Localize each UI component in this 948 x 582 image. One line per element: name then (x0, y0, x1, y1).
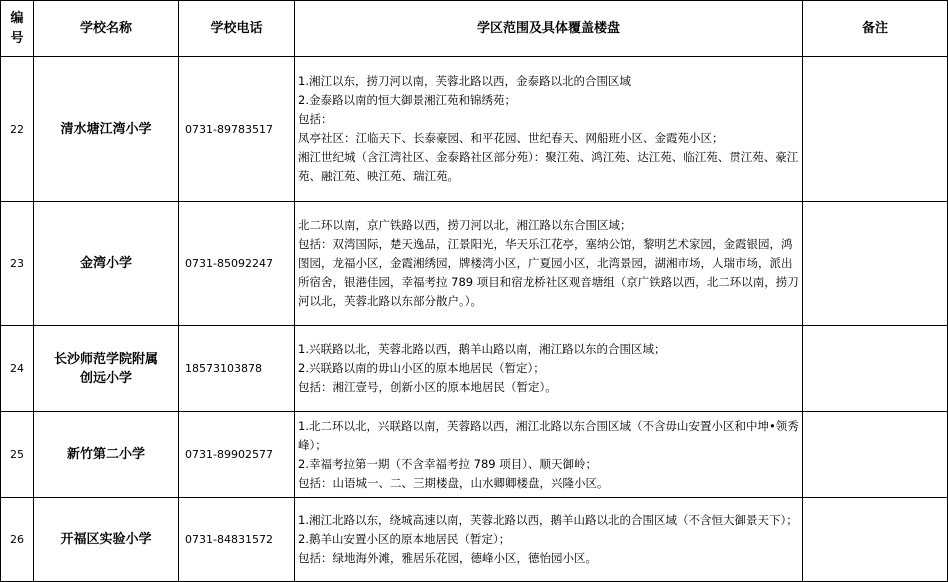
table-row (1, 326, 948, 412)
school-name: 长沙师范学院附属创远小学 (34, 326, 179, 412)
district-scope (295, 57, 803, 202)
school-phone: 0731-89783517 (179, 57, 295, 202)
school-phone: 0731-89902577 (179, 412, 295, 498)
school-name: 新竹第二小学 (34, 412, 179, 498)
table-row (1, 412, 948, 498)
scope-line: 1.湘江北路以东，绕城高速以南，芙蓉北路以西，鹅羊山路以北的合围区域（不含恒大御景天下）； (298, 513, 798, 527)
remark-cell (803, 498, 948, 582)
scope-line: 包括：山语城一、二、三期楼盘，山水卿卿楼盘，兴隆小区。 (298, 475, 609, 490)
school-phone: 0731-84831572 (179, 498, 295, 582)
row-number: 22 (1, 57, 34, 202)
scope-line: 包括：绿地海外滩，雅居乐花园，德峰小区，德怡园小区。 (298, 551, 597, 565)
scope-line: 凤亭社区：江临天下、长泰豪园、和平花园、世纪春天、网船班小区、金霞苑小区； (298, 131, 724, 145)
school-name: 金湾小学 (34, 202, 179, 326)
scope-line: 2.金泰路以南的恒大御景湘江苑和锦绣苑； (298, 93, 516, 107)
header-remark: 备注 (803, 1, 948, 57)
scope-line: 北二环以南，京广铁路以西，捞刀河以北，湘江路以东合围区域； (298, 218, 632, 232)
table-row (1, 202, 948, 326)
scope-line: 1.北二环以北，兴联路以南，芙蓉路以西，湘江北路以东合围区域（不含毋山安置小区和中坤•领秀峰）； (298, 418, 799, 452)
school-name: 开福区实验小学 (34, 498, 179, 582)
scope-line: 1.湘江以东，捞刀河以南，芙蓉北路以西，金泰路以北的合围区域 (298, 74, 631, 88)
district-scope (295, 412, 803, 498)
scope-line: 2.鹅羊山安置小区的原本地居民（暂定）； (298, 532, 511, 546)
scope-line: 2.兴联路以南的毋山小区的原本地居民（暂定）； (298, 361, 545, 375)
row-number: 24 (1, 326, 34, 412)
remark-cell (803, 326, 948, 412)
scope-line: 包括： (298, 112, 333, 126)
school-phone: 0731-85092247 (179, 202, 295, 326)
scope-line: 2.幸福考拉第一期（不含幸福考拉 789 项目）、顺天御岭； (298, 456, 597, 471)
header-num: 编号 (1, 1, 34, 57)
scope-line: 1.兴联路以北，芙蓉北路以西，鹅羊山路以南，湘江路以东的合围区域； (298, 342, 666, 356)
table-row (1, 57, 948, 202)
remark-cell (803, 57, 948, 202)
remark-cell (803, 412, 948, 498)
header-scope: 学区范围及具体覆盖楼盘 (295, 1, 803, 57)
header-row (1, 1, 948, 57)
school-phone: 18573103878 (179, 326, 295, 412)
row-number: 25 (1, 412, 34, 498)
remark-cell (803, 202, 948, 326)
row-number: 23 (1, 202, 34, 326)
scope-line: 包括：湘江壹号，创新小区的原本地居民（暂定）。 (298, 380, 557, 394)
table-row (1, 498, 948, 582)
header-phone: 学校电话 (179, 1, 295, 57)
scope-line: 包括：双湾国际，楚天逸品，江景阳光，华天乐江花亭，塞纳公馆，黎明艺术家园，金霞银园，鸿图园，龙福小区，金霞湘绣园，牌楼湾小区，广夏园小区，北湾景园，湖湘市场，人瑞市场，派出所宿舍，银港佳园，幸福考拉 789 项目和宿龙桥社区观音塘组（京广铁路以西，北二环以南，捞刀河以北，芙蓉北路以东部分散户。）。 (298, 237, 799, 308)
header-name: 学校名称 (34, 1, 179, 57)
school-name: 清水塘江湾小学 (34, 57, 179, 202)
district-scope (295, 202, 803, 326)
district-scope (295, 326, 803, 412)
scope-line: 湘江世纪城（含江湾社区、金泰路社区部分苑）：聚江苑、鸿江苑、达江苑、临江苑、贯江苑、豪江苑、融江苑、映江苑、瑞江苑。 (298, 150, 799, 183)
row-number: 26 (1, 498, 34, 582)
district-scope (295, 498, 803, 582)
